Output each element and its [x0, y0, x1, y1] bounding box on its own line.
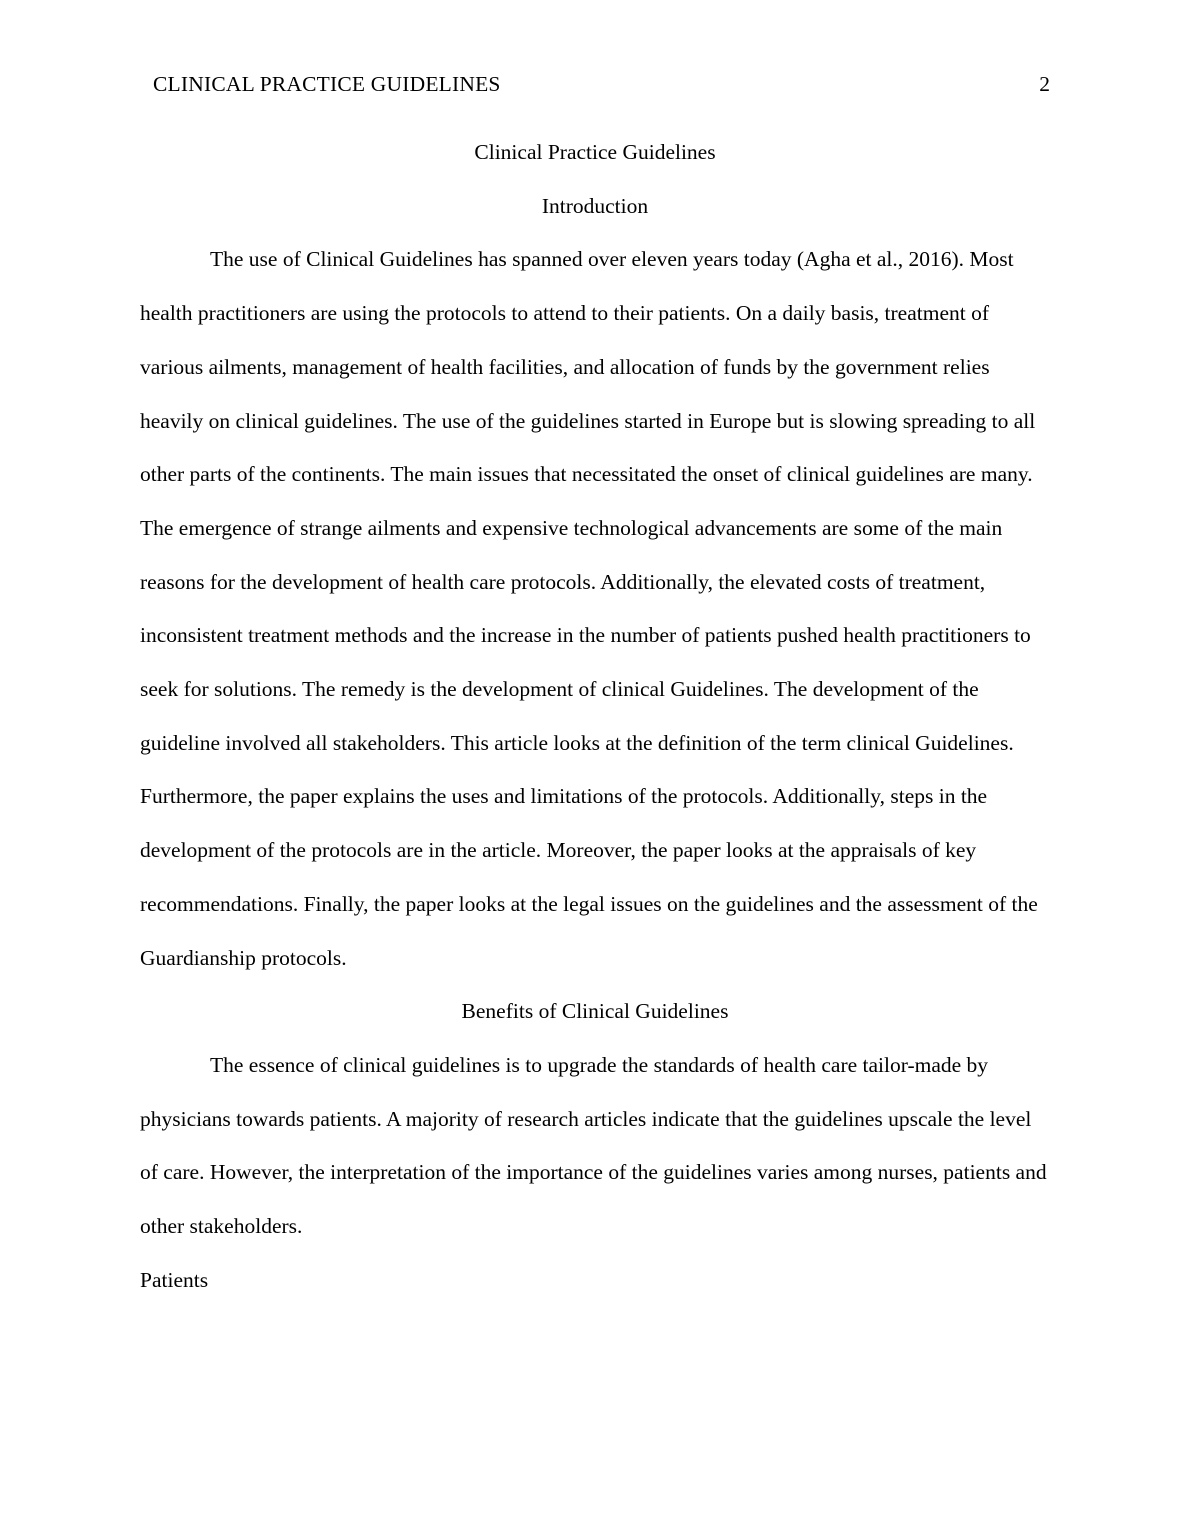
section-heading-introduction: Introduction: [541, 193, 649, 218]
document-title: Clinical Practice Guidelines: [474, 140, 716, 164]
document-body: [140, 126, 1050, 1307]
benefits-paragraph: The essence of clinical guidelines is to upgrade the standards of health care tailor-made by physicians towards patients. A majority of research articles indicate that the guidelines upscale the level of care. However, the interpretation of the importance of the guidelines varies among nurses, patients and other stakeholders.: [140, 1052, 1047, 1239]
running-head: CLINICAL PRACTICE GUIDELINES: [153, 72, 501, 96]
section-heading-benefits: Benefits of Clinical Guidelines: [461, 999, 729, 1024]
page-number: 2: [1039, 72, 1050, 96]
introduction-paragraph: The use of Clinical Guidelines has spanned over eleven years today (Agha et al., 2016). Most health practitioners are using the protocols to attend to their patients. On a daily basis, treatment of various ailments, management of health facilities, and allocation of funds by the government relies heavily on clinical guidelines. The use of the guidelines started in Europe but is slowing spreading to all other parts of the continents. The main issues that necessitated the onset of clinical guidelines are many. The emergence of strange ailments and expensive technological advancements are some of the main reasons for the development of health care protocols. Additionally, the elevated costs of treatment, inconsistent treatment methods and the increase in the number of patients pushed health practitioners to seek for solutions. The remedy is the development of clinical Guidelines. The development of the guideline involved all stakeholders. This article looks at the definition of the term clinical Guidelines. Furthermore, the paper explains the uses and limitations of the protocols. Additionally, steps in the development of the protocols are in the article. Moreover, the paper looks at the appraisals of key recommendations. Finally, the paper looks at the legal issues on the guidelines and the assessment of the Guardianship protocols.: [140, 247, 1038, 970]
subheading-patients: Patients: [140, 1267, 209, 1292]
